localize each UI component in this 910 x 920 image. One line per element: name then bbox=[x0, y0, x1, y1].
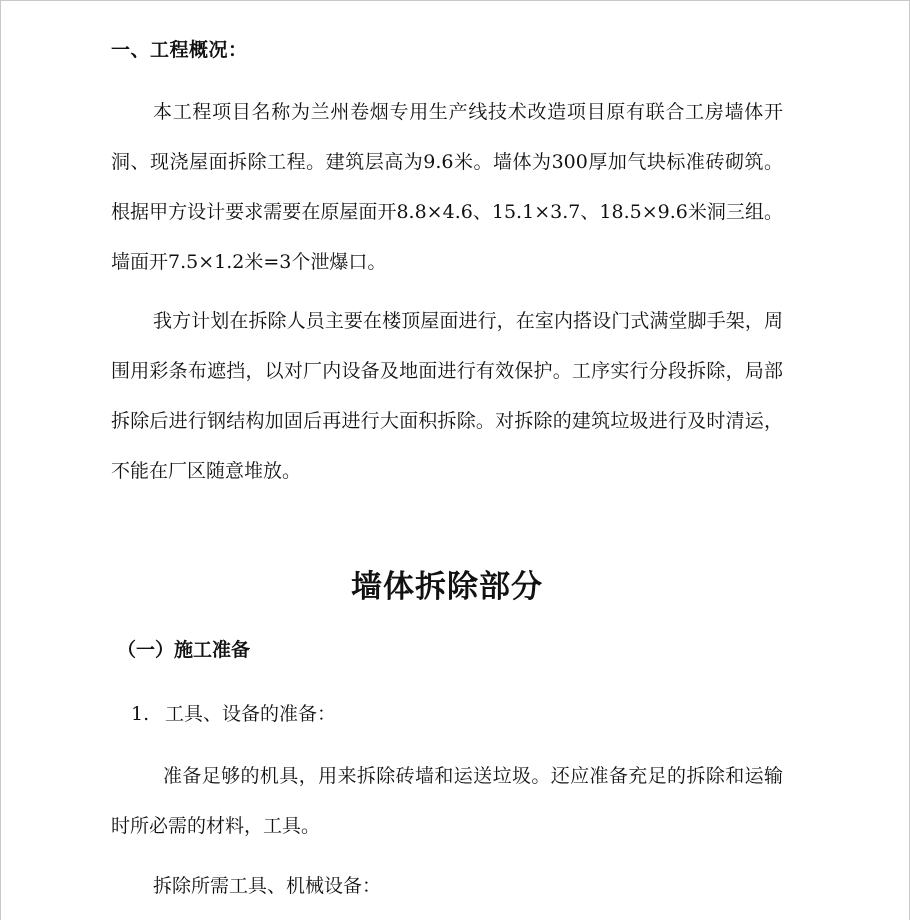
preparation-paragraph: 准备足够的机具，用来拆除砖墙和运送垃圾。还应准备充足的拆除和运输时所必需的材料，工具。 bbox=[111, 765, 783, 837]
section-heading: 一、工程概况： bbox=[111, 39, 248, 61]
list-item bbox=[131, 697, 336, 731]
sub-heading: （一）施工准备 bbox=[117, 639, 251, 661]
plan-paragraph: 我方计划在拆除人员主要在楼顶屋面进行，在室内搭设门式满堂脚手架，周围用彩条布遮挡，以对厂内设备及地面进行有效保护。工序实行分段拆除，局部拆除后进行钢结构加固后再进行大面积拆除。对拆除的建筑垃圾进行及时清运，不能在厂区随意堆放。 bbox=[111, 310, 783, 482]
list-item-text: 工具、设备的准备： bbox=[165, 703, 337, 725]
overview-paragraph: 本工程项目名称为兰州卷烟专用生产线技术改造项目原有联合工房墙体开洞、现浇屋面拆除工程。建筑层高为9.6米。墙体为300厚加气块标准砖砌筑。根据甲方设计要求需要在原屋面开8.8×4.6、15.1×3.7、18.5×9.6米洞三组。墙面开7.5×1.2米=3个泄爆口。 bbox=[111, 101, 783, 273]
main-title: 墙体拆除部分 bbox=[351, 569, 543, 605]
list-item-number: 1. bbox=[131, 703, 150, 725]
tools-paragraph: 拆除所需工具、机械设备： bbox=[153, 875, 382, 897]
